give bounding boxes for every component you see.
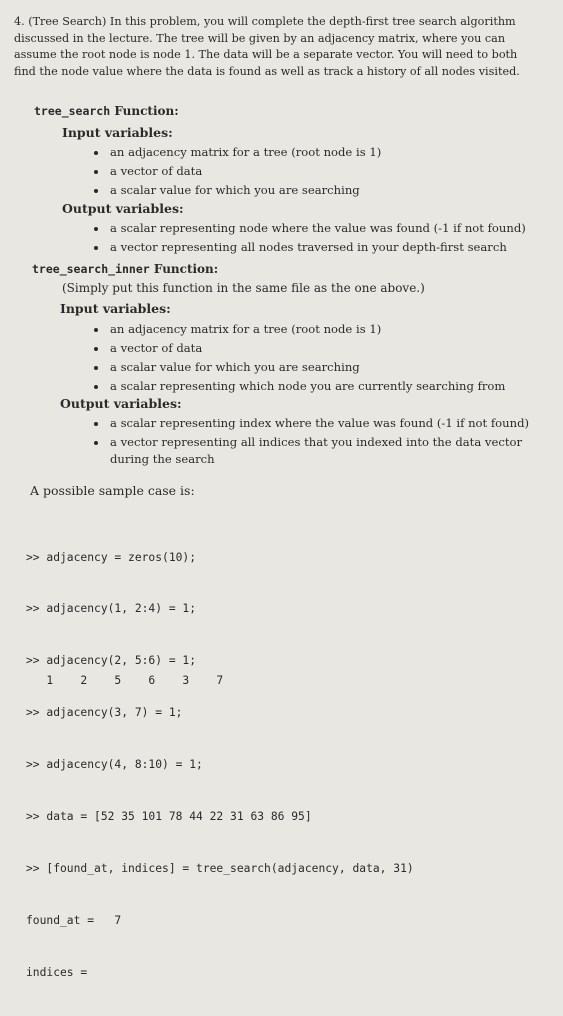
list-item: an adjacency matrix for a tree (root node is 1) (92, 320, 505, 339)
list-item: a vector representing all nodes traversed in your depth-first search (92, 238, 526, 257)
code-line: indices = (26, 965, 88, 979)
list-item: a scalar value for which you are searching (92, 181, 381, 200)
indices-output: 1 2 5 6 3 7 (26, 674, 224, 687)
tree-search-inner-input-list (92, 320, 505, 396)
tree-search-output-list (92, 219, 526, 257)
code-line: >> adjacency(4, 8:10) = 1; (26, 758, 203, 772)
tree-search-inner-output-label: Output variables: (60, 396, 182, 411)
sample-case-title: A possible sample case is: (30, 483, 195, 498)
code-line: >> adjacency(1, 2:4) = 1; (26, 602, 197, 616)
tree-search-input-label: Input variables: (62, 125, 173, 140)
code-line: >> adjacency(2, 5:6) = 1; (26, 654, 197, 668)
problem-statement: 4. (Tree Search) In this problem, you will complete the depth-first tree search algorithm discussed in the lecture. The tree will be given by an adjacency matrix, where you can assume the root node is node 1. The data will be a separate vector. You will need to both find the node value where the data is found as well as track a history of all nodes visited. (14, 15, 520, 78)
code-line: >> [found_at, indices] = tree_search(adjacency, data, 31) (26, 861, 414, 875)
code-line: >> adjacency(3, 7) = 1; (26, 706, 183, 720)
tree-search-inner-function-suffix: Function: (149, 262, 219, 276)
tree-search-function-suffix: Function: (110, 104, 179, 118)
code-line: >> data = [52 35 101 78 44 22 31 63 86 95] (26, 810, 312, 824)
tree-search-function-name: tree_search (34, 104, 111, 118)
tree-search-input-list (92, 143, 381, 200)
tree-search-function-title (34, 104, 179, 118)
tree-search-inner-function-name: tree_search_inner (32, 262, 150, 276)
tree-search-inner-function-title (32, 262, 218, 276)
tree-search-inner-note: (Simply put this function in the same file as the one above.) (62, 281, 425, 295)
code-line: >> adjacency = zeros(10); (26, 550, 197, 564)
list-item: a scalar representing which node you are currently searching from (92, 377, 505, 396)
list-item: a vector representing all indices that you indexed into the data vector during the search (92, 433, 532, 470)
list-item: a vector of data (92, 339, 505, 358)
list-item: a scalar representing index where the value was found (-1 if not found) (92, 414, 532, 433)
list-item: a scalar value for which you are searching (92, 358, 505, 377)
list-item: a scalar representing node where the value was found (-1 if not found) (92, 219, 526, 238)
list-item: a vector of data (92, 162, 381, 181)
tree-search-inner-output-list (92, 414, 532, 470)
tree-search-output-label: Output variables: (62, 201, 184, 216)
list-item: an adjacency matrix for a tree (root node is 1) (92, 143, 381, 162)
code-line: found_at = 7 (26, 913, 122, 927)
sample-code-block (26, 514, 414, 1016)
tree-search-inner-input-label: Input variables: (60, 301, 171, 316)
